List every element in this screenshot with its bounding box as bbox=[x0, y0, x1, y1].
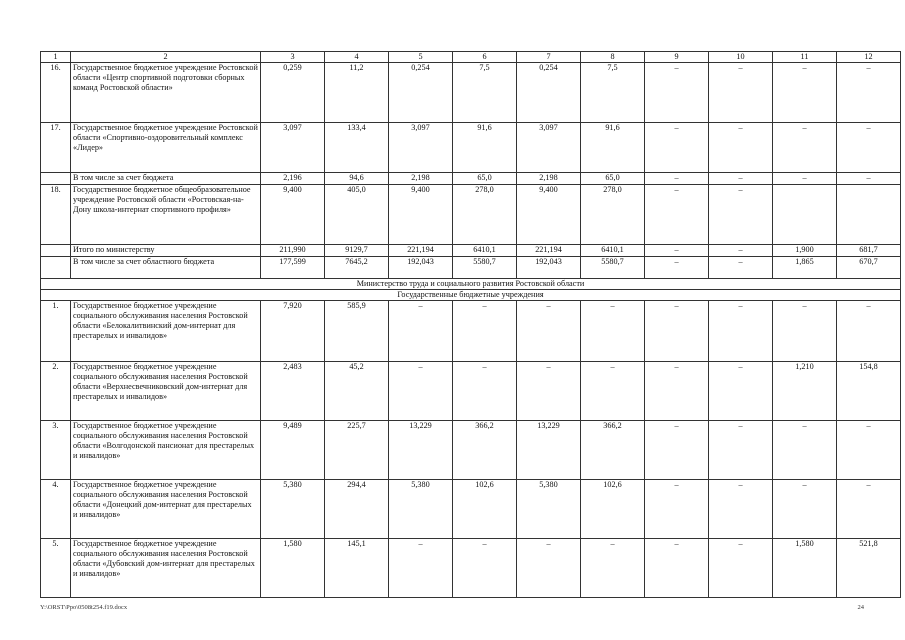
value-cell: 133,4 bbox=[325, 123, 389, 173]
value-cell: – bbox=[517, 539, 581, 598]
value-cell: 2,198 bbox=[517, 173, 581, 185]
value-cell: 294,4 bbox=[325, 480, 389, 539]
value-cell: – bbox=[837, 480, 901, 539]
institution-name: Государственное бюджетное учреждение Ростовской области «Спортивно-оздоровительный комплекс «Лидер» bbox=[71, 123, 261, 173]
value-cell: 145,1 bbox=[325, 539, 389, 598]
value-cell: 225,7 bbox=[325, 421, 389, 480]
value-cell: – bbox=[645, 257, 709, 279]
institution-name: Итого по министерству bbox=[71, 245, 261, 257]
table-row bbox=[41, 173, 901, 185]
value-cell: 5,380 bbox=[389, 480, 453, 539]
value-cell: 2,483 bbox=[261, 362, 325, 421]
institution-name: Государственное бюджетное учреждение социального обслуживания населения Ростовской области «Донецкий дом-интернат для престарелых и инвалидов» bbox=[71, 480, 261, 539]
row-number: 5. bbox=[41, 539, 71, 598]
value-cell: – bbox=[837, 63, 901, 123]
value-cell: – bbox=[453, 301, 517, 362]
value-cell: 11,2 bbox=[325, 63, 389, 123]
value-cell: 9,489 bbox=[261, 421, 325, 480]
value-cell: 94,6 bbox=[325, 173, 389, 185]
value-cell: 221,194 bbox=[517, 245, 581, 257]
value-cell: – bbox=[837, 123, 901, 173]
value-cell: 278,0 bbox=[453, 185, 517, 245]
value-cell: 5580,7 bbox=[581, 257, 645, 279]
value-cell: – bbox=[517, 362, 581, 421]
budget-table bbox=[40, 51, 901, 598]
value-cell: – bbox=[645, 539, 709, 598]
table-row bbox=[41, 362, 901, 421]
value-cell: – bbox=[709, 362, 773, 421]
value-cell: 9,400 bbox=[261, 185, 325, 245]
value-cell: 2,196 bbox=[261, 173, 325, 185]
table-row bbox=[41, 301, 901, 362]
column-header: 6 bbox=[453, 52, 517, 63]
value-cell: 9,400 bbox=[517, 185, 581, 245]
column-header: 11 bbox=[773, 52, 837, 63]
value-cell: – bbox=[709, 421, 773, 480]
value-cell: 91,6 bbox=[581, 123, 645, 173]
value-cell: 9,400 bbox=[389, 185, 453, 245]
column-header: 5 bbox=[389, 52, 453, 63]
section-row bbox=[41, 290, 901, 301]
value-cell: 585,9 bbox=[325, 301, 389, 362]
row-number: 2. bbox=[41, 362, 71, 421]
row-number: 3. bbox=[41, 421, 71, 480]
row-number: 18. bbox=[41, 185, 71, 245]
column-header: 8 bbox=[581, 52, 645, 63]
value-cell: 45,2 bbox=[325, 362, 389, 421]
value-cell: – bbox=[645, 245, 709, 257]
column-header: 7 bbox=[517, 52, 581, 63]
value-cell: – bbox=[773, 63, 837, 123]
value-cell: 102,6 bbox=[581, 480, 645, 539]
value-cell: 13,229 bbox=[389, 421, 453, 480]
institution-name: Государственное бюджетное учреждение социального обслуживания населения Ростовской области «Волгодонской пансионат для престарелых и инвалидов» bbox=[71, 421, 261, 480]
value-cell: – bbox=[389, 362, 453, 421]
header-row bbox=[41, 52, 901, 63]
value-cell: 405,0 bbox=[325, 185, 389, 245]
column-header: 9 bbox=[645, 52, 709, 63]
file-path: Y:\ORST\Ppo\0508t254.f19.docx bbox=[40, 604, 128, 611]
institution-name: Государственное бюджетное учреждение социального обслуживания населения Ростовской области «Белокалитвинский дом-интернат для престарелых и инвалидов» bbox=[71, 301, 261, 362]
column-header: 12 bbox=[837, 52, 901, 63]
value-cell: – bbox=[453, 539, 517, 598]
table-row bbox=[41, 63, 901, 123]
table-row bbox=[41, 123, 901, 173]
value-cell: – bbox=[645, 63, 709, 123]
value-cell: 5,380 bbox=[261, 480, 325, 539]
row-number: 4. bbox=[41, 480, 71, 539]
value-cell: – bbox=[389, 301, 453, 362]
column-header: 3 bbox=[261, 52, 325, 63]
value-cell: 177,599 bbox=[261, 257, 325, 279]
value-cell: 1,210 bbox=[773, 362, 837, 421]
value-cell: 670,7 bbox=[837, 257, 901, 279]
value-cell: – bbox=[709, 63, 773, 123]
value-cell: 7,920 bbox=[261, 301, 325, 362]
value-cell: 3,097 bbox=[389, 123, 453, 173]
value-cell: – bbox=[645, 480, 709, 539]
value-cell: – bbox=[645, 301, 709, 362]
value-cell: 13,229 bbox=[517, 421, 581, 480]
value-cell: – bbox=[709, 257, 773, 279]
table-row bbox=[41, 245, 901, 257]
row-number bbox=[41, 173, 71, 185]
value-cell: 211,990 bbox=[261, 245, 325, 257]
value-cell: 366,2 bbox=[453, 421, 517, 480]
value-cell: – bbox=[773, 173, 837, 185]
row-number: 1. bbox=[41, 301, 71, 362]
value-cell: – bbox=[709, 245, 773, 257]
value-cell: 192,043 bbox=[517, 257, 581, 279]
value-cell: 9129,7 bbox=[325, 245, 389, 257]
value-cell: 5580,7 bbox=[453, 257, 517, 279]
institution-name: Государственное бюджетное общеобразовательное учреждение Ростовской области «Ростовская-на-Дону школа-интернат спортивного профиля» bbox=[71, 185, 261, 245]
value-cell: 6410,1 bbox=[453, 245, 517, 257]
column-header: 10 bbox=[709, 52, 773, 63]
value-cell: – bbox=[709, 185, 773, 245]
value-cell: – bbox=[773, 301, 837, 362]
page-number: 24 bbox=[857, 604, 864, 611]
value-cell: 154,8 bbox=[837, 362, 901, 421]
value-cell: 7,5 bbox=[453, 63, 517, 123]
row-number: 17. bbox=[41, 123, 71, 173]
value-cell: – bbox=[645, 421, 709, 480]
value-cell: 1,580 bbox=[261, 539, 325, 598]
value-cell bbox=[837, 185, 901, 245]
value-cell: – bbox=[773, 421, 837, 480]
value-cell: – bbox=[581, 539, 645, 598]
value-cell: – bbox=[837, 421, 901, 480]
table-row bbox=[41, 257, 901, 279]
row-number: 16. bbox=[41, 63, 71, 123]
value-cell: 681,7 bbox=[837, 245, 901, 257]
row-number bbox=[41, 245, 71, 257]
value-cell: – bbox=[581, 362, 645, 421]
institution-name: В том числе за счет бюджета bbox=[71, 173, 261, 185]
value-cell: 5,380 bbox=[517, 480, 581, 539]
value-cell: – bbox=[453, 362, 517, 421]
section-row bbox=[41, 279, 901, 290]
table-row bbox=[41, 480, 901, 539]
value-cell: – bbox=[581, 301, 645, 362]
value-cell: – bbox=[645, 123, 709, 173]
value-cell: – bbox=[773, 480, 837, 539]
value-cell bbox=[773, 185, 837, 245]
institution-name: Государственное бюджетное учреждение социального обслуживания населения Ростовской области «Верхнесвечниковский дом-интернат для престарелых и инвалидов» bbox=[71, 362, 261, 421]
value-cell: – bbox=[517, 301, 581, 362]
value-cell: 65,0 bbox=[453, 173, 517, 185]
value-cell: 0,259 bbox=[261, 63, 325, 123]
value-cell: 0,254 bbox=[517, 63, 581, 123]
column-header: 4 bbox=[325, 52, 389, 63]
row-number bbox=[41, 257, 71, 279]
table-row bbox=[41, 539, 901, 598]
value-cell: 7645,2 bbox=[325, 257, 389, 279]
value-cell: – bbox=[645, 362, 709, 421]
value-cell: 3,097 bbox=[517, 123, 581, 173]
value-cell: 221,194 bbox=[389, 245, 453, 257]
value-cell: 65,0 bbox=[581, 173, 645, 185]
section-title: Министерство труда и социального развития Ростовской области bbox=[41, 279, 901, 290]
value-cell: 366,2 bbox=[581, 421, 645, 480]
value-cell: 3,097 bbox=[261, 123, 325, 173]
value-cell: 1,865 bbox=[773, 257, 837, 279]
value-cell: 521,8 bbox=[837, 539, 901, 598]
table-row bbox=[41, 185, 901, 245]
table-row bbox=[41, 421, 901, 480]
value-cell: – bbox=[709, 480, 773, 539]
value-cell: 6410,1 bbox=[581, 245, 645, 257]
value-cell: 2,198 bbox=[389, 173, 453, 185]
value-cell: – bbox=[709, 301, 773, 362]
value-cell: 1,900 bbox=[773, 245, 837, 257]
value-cell: – bbox=[645, 185, 709, 245]
value-cell: – bbox=[773, 123, 837, 173]
value-cell: 278,0 bbox=[581, 185, 645, 245]
value-cell: 7,5 bbox=[581, 63, 645, 123]
value-cell: – bbox=[709, 539, 773, 598]
value-cell: 192,043 bbox=[389, 257, 453, 279]
value-cell: – bbox=[709, 173, 773, 185]
value-cell: – bbox=[837, 301, 901, 362]
value-cell: – bbox=[709, 123, 773, 173]
value-cell: 91,6 bbox=[453, 123, 517, 173]
value-cell: – bbox=[389, 539, 453, 598]
column-header: 2 bbox=[71, 52, 261, 63]
section-title: Государственные бюджетные учреждения bbox=[41, 290, 901, 301]
value-cell: 0,254 bbox=[389, 63, 453, 123]
value-cell: – bbox=[645, 173, 709, 185]
value-cell: 102,6 bbox=[453, 480, 517, 539]
institution-name: Государственное бюджетное учреждение Ростовской области «Центр спортивной подготовки сборных команд Ростовской области» bbox=[71, 63, 261, 123]
value-cell: – bbox=[837, 173, 901, 185]
institution-name: В том числе за счет областного бюджета bbox=[71, 257, 261, 279]
value-cell: 1,580 bbox=[773, 539, 837, 598]
institution-name: Государственное бюджетное учреждение социального обслуживания населения Ростовской области «Дубовский дом-интернат для престарелых и инвалидов» bbox=[71, 539, 261, 598]
column-header: 1 bbox=[41, 52, 71, 63]
